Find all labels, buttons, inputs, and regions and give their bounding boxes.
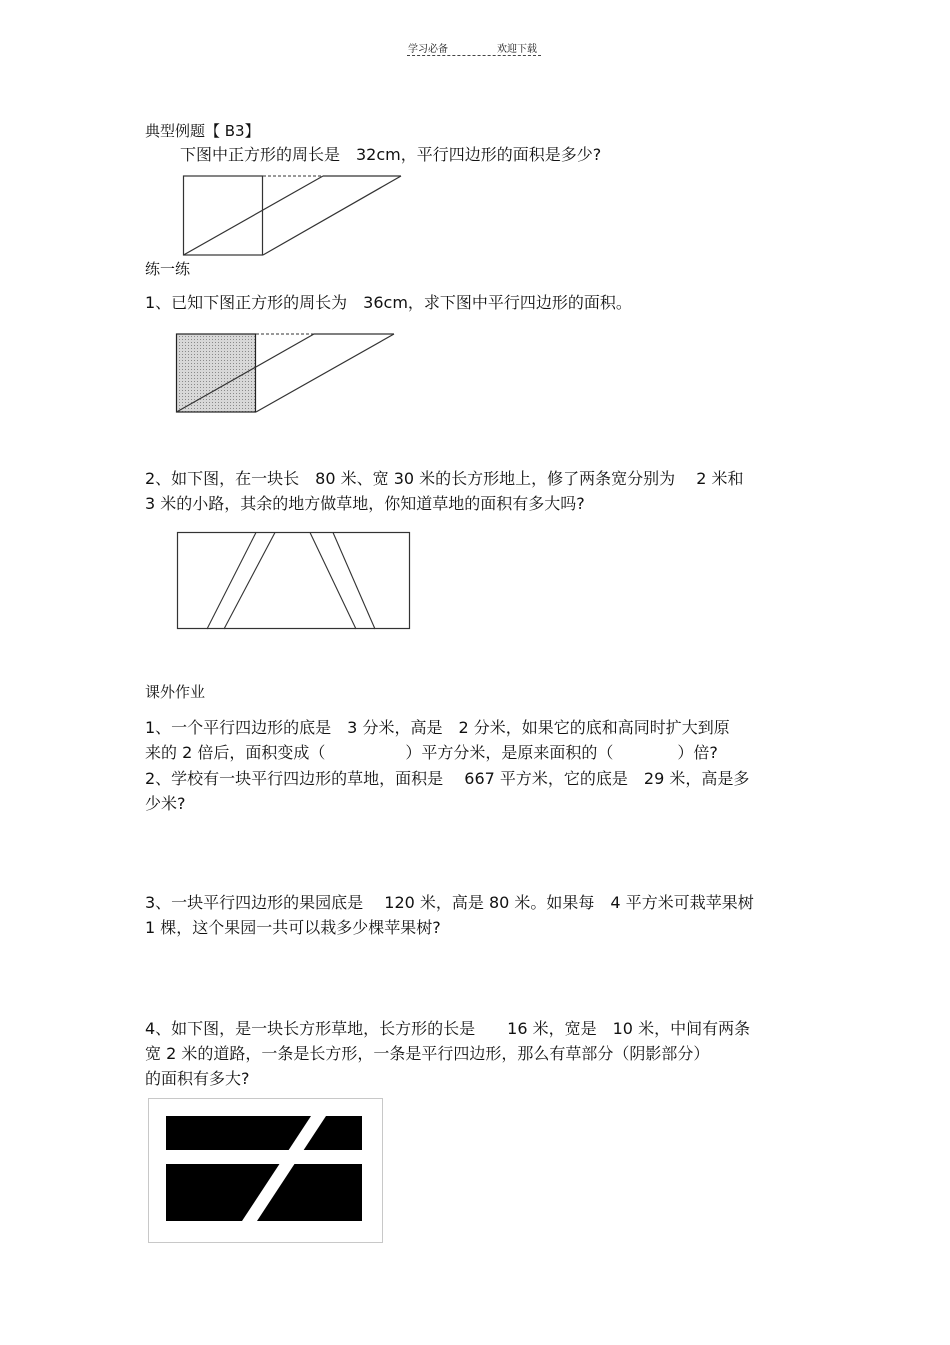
header-left: 学习必备 bbox=[408, 44, 448, 55]
example-question: 下图中正方形的周长是 32cm，平行四边形的面积是多少? bbox=[180, 145, 602, 164]
homework-q1-line2: 来的 2 倍后，面积变成（ ）平方分米，是原来面积的（ ）倍? bbox=[145, 743, 718, 762]
homework-figure-4 bbox=[148, 1098, 384, 1244]
homework-q4-line3: 的面积有多大? bbox=[145, 1069, 250, 1088]
homework-q4-line2: 宽 2 米的道路，一条是长方形，一条是平行四边形，那么有草部分（阴影部分） bbox=[145, 1044, 710, 1063]
homework-q2-line2: 少米? bbox=[145, 794, 186, 813]
homework-q4-line1: 4、如下图，是一块长方形草地，长方形的长是 16 米，宽是 10 米，中间有两条 bbox=[145, 1019, 751, 1038]
example-figure bbox=[183, 175, 403, 257]
example-title: 典型例题【 B3】 bbox=[145, 122, 260, 140]
rectangular-road bbox=[166, 1150, 362, 1164]
practice-figure-2 bbox=[177, 532, 411, 630]
header-right: 欢迎下载 bbox=[497, 44, 537, 55]
practice-q2-line1: 2、如下图，在一块长 80 米、宽 30 米的长方形地上，修了两条宽分别为 2 米和 bbox=[145, 469, 744, 488]
practice-q1: 1、已知下图正方形的周长为 36cm，求下图中平行四边形的面积。 bbox=[145, 293, 632, 312]
header-divider bbox=[407, 55, 541, 56]
shaded-square bbox=[177, 334, 256, 412]
homework-q2-line1: 2、学校有一块平行四边形的草地，面积是 667 平方米，它的底是 29 米，高是多 bbox=[145, 769, 750, 788]
practice-q2-line2: 3 米的小路，其余的地方做草地，你知道草地的面积有多大吗? bbox=[145, 494, 585, 513]
homework-q3-line1: 3、一块平行四边形的果园底是 120 米，高是 80 米。如果每 4 平方米可栽苹果树 bbox=[145, 893, 754, 912]
practice-title: 练一练 bbox=[145, 260, 191, 278]
homework-title: 课外作业 bbox=[145, 683, 206, 701]
practice-figure-1 bbox=[176, 333, 396, 415]
homework-q1-line1: 1、一个平行四边形的底是 3 分米，高是 2 分米，如果它的底和高同时扩大到原 bbox=[145, 718, 730, 737]
homework-q3-line2: 1 棵，这个果园一共可以栽多少棵苹果树? bbox=[145, 918, 441, 937]
